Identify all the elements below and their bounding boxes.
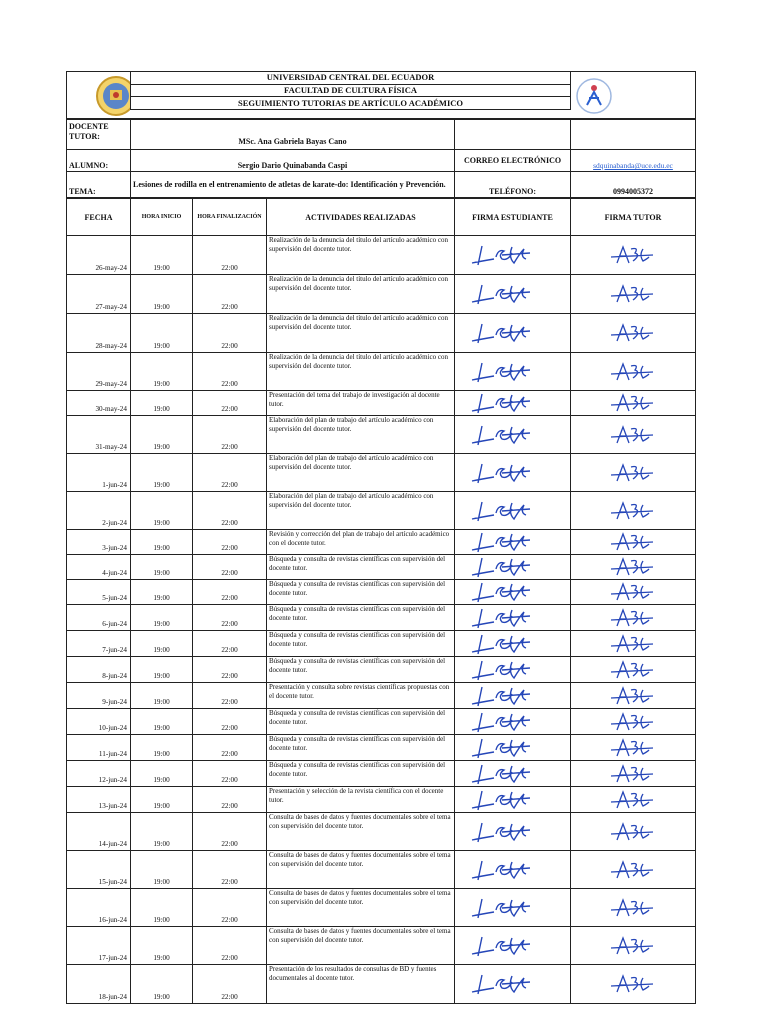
document-title: SEGUIMIENTO TUTORIAS DE ARTÍCULO ACADÉMICO (131, 97, 571, 110)
tutor-signature-mark (593, 658, 673, 682)
tutor-signature-mark (593, 580, 673, 604)
student-signature-mark (468, 555, 558, 579)
row-end-time: 22:00 (193, 314, 267, 353)
tutor-signature-mark (593, 684, 673, 708)
table-row (67, 965, 696, 1004)
table-row (67, 761, 696, 787)
email-label: CORREO ELECTRÓNICO (455, 150, 571, 172)
student-signature (455, 683, 571, 709)
row-activity: Elaboración del plan de trabajo del artículo académico con supervisión del docente tutor. (267, 454, 455, 492)
student-signature (455, 813, 571, 851)
student-signature (455, 605, 571, 631)
faculty-logo-icon (573, 77, 615, 115)
table-row (67, 851, 696, 889)
tutor-signature (571, 314, 696, 353)
tutor-signature (571, 965, 696, 1004)
student-signature (455, 787, 571, 813)
row-end-time: 22:00 (193, 236, 267, 275)
student-signature-mark (468, 858, 558, 882)
row-date: 10-jun-24 (67, 709, 131, 735)
row-activity: Realización de la denuncia del título del artículo académico con supervisión del docente tutor. (267, 236, 455, 275)
row-end-time: 22:00 (193, 353, 267, 391)
topic-value: Lesiones de rodilla en el entrenamiento de atletas de karate-do: Identificación y Prevención. (131, 172, 455, 198)
tutor-signature-mark (593, 896, 673, 920)
table-row (67, 314, 696, 353)
student-signature (455, 851, 571, 889)
row-activity: Elaboración del plan de trabajo del artículo académico con supervisión del docente tutor. (267, 492, 455, 530)
row-date: 4-jun-24 (67, 555, 131, 580)
table-row (67, 787, 696, 813)
row-start-time: 19:00 (131, 761, 193, 787)
table-row (67, 236, 696, 275)
student-signature-mark (468, 736, 558, 760)
row-activity: Revisión y corrección del plan de trabajo del artículo académico con el docente tutor. (267, 530, 455, 555)
col-date-header: FECHA (67, 199, 131, 236)
tutor-signature (571, 657, 696, 683)
student-signature (455, 416, 571, 454)
row-date: 8-jun-24 (67, 657, 131, 683)
tutor-signature-mark (593, 555, 673, 579)
row-end-time: 22:00 (193, 530, 267, 555)
row-activity: Búsqueda y consulta de revistas científicas con supervisión del docente tutor. (267, 555, 455, 580)
university-seal-icon (93, 75, 131, 117)
student-signature (455, 657, 571, 683)
row-activity: Consulta de bases de datos y fuentes documentales sobre el tema con supervisión del docente tutor. (267, 813, 455, 851)
row-date: 29-may-24 (67, 353, 131, 391)
student-signature-mark (468, 606, 558, 630)
tutor-signature (571, 236, 696, 275)
row-start-time: 19:00 (131, 391, 193, 416)
tutor-signature (571, 454, 696, 492)
student-signature-mark (468, 658, 558, 682)
row-end-time: 22:00 (193, 631, 267, 657)
table-row (67, 735, 696, 761)
student-signature (455, 735, 571, 761)
row-activity: Presentación de los resultados de consultas de BD y fuentes documentales al docente tutor. (267, 965, 455, 1004)
table-row (67, 813, 696, 851)
phone-label: TELÉFONO: (455, 172, 571, 198)
row-date: 1-jun-24 (67, 454, 131, 492)
row-date: 13-jun-24 (67, 787, 131, 813)
row-activity: Realización de la denuncia del título del artículo académico con supervisión del docente tutor. (267, 275, 455, 314)
row-start-time: 19:00 (131, 275, 193, 314)
student-signature-mark (468, 788, 558, 812)
row-activity: Presentación del tema del trabajo de investigación al docente tutor. (267, 391, 455, 416)
row-date: 9-jun-24 (67, 683, 131, 709)
table-row (67, 709, 696, 735)
student-signature-mark (468, 710, 558, 734)
row-end-time: 22:00 (193, 492, 267, 530)
tutor-signature (571, 605, 696, 631)
tutor-signature-mark (593, 499, 673, 523)
row-date: 14-jun-24 (67, 813, 131, 851)
row-activity: Presentación y consulta sobre revistas científicas propuestas con el docente tutor. (267, 683, 455, 709)
tutor-signature-mark (593, 788, 673, 812)
tutor-signature (571, 391, 696, 416)
row-activity: Búsqueda y consulta de revistas científicas con supervisión del docente tutor. (267, 631, 455, 657)
row-activity: Búsqueda y consulta de revistas científicas con supervisión del docente tutor. (267, 709, 455, 735)
tutor-signature-mark (593, 934, 673, 958)
table-row (67, 391, 696, 416)
tutor-signature-mark (593, 710, 673, 734)
email-header-blank-2 (571, 120, 696, 150)
row-start-time: 19:00 (131, 965, 193, 1004)
student-name: Sergio Dario Quinabanda Caspi (131, 150, 455, 172)
row-start-time: 19:00 (131, 813, 193, 851)
table-row (67, 555, 696, 580)
tutor-signature-mark (593, 391, 673, 415)
row-date: 5-jun-24 (67, 580, 131, 605)
student-signature-mark (468, 896, 558, 920)
tutor-signature (571, 353, 696, 391)
row-end-time: 22:00 (193, 709, 267, 735)
row-activity: Búsqueda y consulta de revistas científicas con supervisión del docente tutor. (267, 735, 455, 761)
row-date: 17-jun-24 (67, 927, 131, 965)
row-date: 15-jun-24 (67, 851, 131, 889)
student-signature (455, 275, 571, 314)
row-start-time: 19:00 (131, 927, 193, 965)
row-activity: Realización de la denuncia del título del artículo académico con supervisión del docente tutor. (267, 353, 455, 391)
tutor-signature (571, 813, 696, 851)
row-start-time: 19:00 (131, 605, 193, 631)
row-date: 2-jun-24 (67, 492, 131, 530)
student-signature-mark (468, 282, 558, 306)
table-row (67, 889, 696, 927)
row-start-time: 19:00 (131, 631, 193, 657)
header-spacer (131, 110, 571, 119)
table-row (67, 416, 696, 454)
row-end-time: 22:00 (193, 454, 267, 492)
tutor-signature-mark (593, 858, 673, 882)
student-signature (455, 314, 571, 353)
tutor-name: MSc. Ana Gabriela Bayas Cano (131, 120, 455, 150)
tutor-signature-mark (593, 360, 673, 384)
student-signature (455, 492, 571, 530)
table-row (67, 353, 696, 391)
tutor-label: DOCENTE TUTOR: (67, 120, 131, 150)
student-signature-mark (468, 632, 558, 656)
tutor-signature-mark (593, 606, 673, 630)
email-link[interactable]: sdquinabanda@uce.edu.ec (571, 150, 696, 172)
student-signature (455, 391, 571, 416)
row-activity: Búsqueda y consulta de revistas científicas con supervisión del docente tutor. (267, 761, 455, 787)
tutor-signature-mark (593, 461, 673, 485)
row-date: 30-may-24 (67, 391, 131, 416)
student-signature-mark (468, 934, 558, 958)
row-end-time: 22:00 (193, 416, 267, 454)
row-end-time: 22:00 (193, 735, 267, 761)
table-row (67, 580, 696, 605)
tutor-signature (571, 492, 696, 530)
student-signature-mark (468, 972, 558, 996)
student-signature-mark (468, 580, 558, 604)
row-start-time: 19:00 (131, 657, 193, 683)
student-signature (455, 631, 571, 657)
row-end-time: 22:00 (193, 965, 267, 1004)
row-date: 6-jun-24 (67, 605, 131, 631)
tutor-signature (571, 787, 696, 813)
row-activity: Consulta de bases de datos y fuentes documentales sobre el tema con supervisión del docente tutor. (267, 851, 455, 889)
table-row (67, 454, 696, 492)
row-end-time: 22:00 (193, 927, 267, 965)
topic-label: TEMA: (67, 172, 131, 198)
col-student-signature-header: FIRMA ESTUDIANTE (455, 199, 571, 236)
row-start-time: 19:00 (131, 709, 193, 735)
university-name: UNIVERSIDAD CENTRAL DEL ECUADOR (131, 72, 571, 85)
row-date: 3-jun-24 (67, 530, 131, 555)
student-signature (455, 555, 571, 580)
student-signature (455, 761, 571, 787)
student-signature (455, 927, 571, 965)
student-signature-mark (468, 423, 558, 447)
phone-value: 0994005372 (571, 172, 696, 198)
row-date: 7-jun-24 (67, 631, 131, 657)
student-signature-mark (468, 391, 558, 415)
row-activity: Consulta de bases de datos y fuentes documentales sobre el tema con supervisión del docente tutor. (267, 889, 455, 927)
university-seal-cell (67, 72, 131, 119)
table-row (67, 657, 696, 683)
row-start-time: 19:00 (131, 454, 193, 492)
col-activities-header: ACTIVIDADES REALIZADAS (267, 199, 455, 236)
row-date: 11-jun-24 (67, 735, 131, 761)
row-date: 28-may-24 (67, 314, 131, 353)
tutor-signature (571, 761, 696, 787)
student-signature-mark (468, 499, 558, 523)
student-signature (455, 965, 571, 1004)
row-start-time: 19:00 (131, 735, 193, 761)
tutor-signature-mark (593, 321, 673, 345)
row-activity: Consulta de bases de datos y fuentes documentales sobre el tema con supervisión del docente tutor. (267, 927, 455, 965)
tutor-signature (571, 530, 696, 555)
student-signature-mark (468, 762, 558, 786)
row-start-time: 19:00 (131, 236, 193, 275)
row-start-time: 19:00 (131, 492, 193, 530)
header-table (66, 71, 696, 119)
student-signature (455, 353, 571, 391)
row-activity: Elaboración del plan de trabajo del artículo académico con supervisión del docente tutor. (267, 416, 455, 454)
row-start-time: 19:00 (131, 683, 193, 709)
row-activity: Presentación y selección de la revista científica con el docente tutor. (267, 787, 455, 813)
student-signature (455, 236, 571, 275)
table-row (67, 631, 696, 657)
column-header-row (67, 199, 696, 236)
faculty-name: FACULTAD DE CULTURA FÍSICA (131, 84, 571, 97)
student-signature (455, 709, 571, 735)
tutor-signature (571, 580, 696, 605)
student-signature (455, 530, 571, 555)
row-end-time: 22:00 (193, 787, 267, 813)
student-signature-mark (468, 820, 558, 844)
tutor-signature-mark (593, 736, 673, 760)
row-end-time: 22:00 (193, 683, 267, 709)
row-end-time: 22:00 (193, 761, 267, 787)
activities-table (66, 198, 696, 1004)
row-start-time: 19:00 (131, 314, 193, 353)
row-end-time: 22:00 (193, 555, 267, 580)
row-end-time: 22:00 (193, 813, 267, 851)
student-signature-mark (468, 321, 558, 345)
row-activity: Realización de la denuncia del título del artículo académico con supervisión del docente tutor. (267, 314, 455, 353)
row-start-time: 19:00 (131, 889, 193, 927)
tutor-signature (571, 927, 696, 965)
row-start-time: 19:00 (131, 416, 193, 454)
tutor-signature-mark (593, 282, 673, 306)
row-date: 27-may-24 (67, 275, 131, 314)
table-row (67, 683, 696, 709)
student-signature (455, 454, 571, 492)
tutor-signature (571, 555, 696, 580)
row-activity: Búsqueda y consulta de revistas científicas con supervisión del docente tutor. (267, 605, 455, 631)
row-start-time: 19:00 (131, 555, 193, 580)
row-end-time: 22:00 (193, 657, 267, 683)
row-end-time: 22:00 (193, 851, 267, 889)
student-signature-mark (468, 530, 558, 554)
row-end-time: 22:00 (193, 605, 267, 631)
col-end-header: HORA FINALIZACIÓN (193, 199, 267, 236)
row-date: 18-jun-24 (67, 965, 131, 1004)
tutor-signature (571, 735, 696, 761)
row-activity: Búsqueda y consulta de revistas científicas con supervisión del docente tutor. (267, 580, 455, 605)
row-date: 16-jun-24 (67, 889, 131, 927)
info-table (66, 119, 696, 198)
tutor-signature-mark (593, 530, 673, 554)
tutor-signature (571, 631, 696, 657)
tutor-signature-mark (593, 423, 673, 447)
row-start-time: 19:00 (131, 787, 193, 813)
student-signature-mark (468, 243, 558, 267)
student-signature (455, 889, 571, 927)
table-row (67, 492, 696, 530)
row-start-time: 19:00 (131, 353, 193, 391)
faculty-logo-cell (571, 72, 696, 119)
tutor-signature (571, 889, 696, 927)
tutor-signature-mark (593, 243, 673, 267)
student-signature-mark (468, 684, 558, 708)
tutor-signature (571, 683, 696, 709)
row-end-time: 22:00 (193, 889, 267, 927)
tutor-signature-mark (593, 632, 673, 656)
col-start-header: HORA INICIO (131, 199, 193, 236)
student-signature-mark (468, 360, 558, 384)
row-date: 26-may-24 (67, 236, 131, 275)
table-row (67, 927, 696, 965)
row-end-time: 22:00 (193, 580, 267, 605)
email-header-blank (455, 120, 571, 150)
col-tutor-signature-header: FIRMA TUTOR (571, 199, 696, 236)
row-date: 12-jun-24 (67, 761, 131, 787)
tutor-signature (571, 275, 696, 314)
tutor-signature (571, 709, 696, 735)
tutor-signature (571, 416, 696, 454)
row-end-time: 22:00 (193, 391, 267, 416)
table-row (67, 275, 696, 314)
tutor-signature-mark (593, 972, 673, 996)
table-row (67, 605, 696, 631)
row-start-time: 19:00 (131, 580, 193, 605)
row-activity: Búsqueda y consulta de revistas científicas con supervisión del docente tutor. (267, 657, 455, 683)
table-row (67, 530, 696, 555)
student-signature (455, 580, 571, 605)
row-start-time: 19:00 (131, 851, 193, 889)
tutor-signature (571, 851, 696, 889)
student-signature-mark (468, 461, 558, 485)
tutor-signature-mark (593, 820, 673, 844)
row-date: 31-may-24 (67, 416, 131, 454)
row-start-time: 19:00 (131, 530, 193, 555)
tutor-signature-mark (593, 762, 673, 786)
student-label: ALUMNO: (67, 150, 131, 172)
tutoring-log-sheet (66, 71, 695, 1004)
row-end-time: 22:00 (193, 275, 267, 314)
